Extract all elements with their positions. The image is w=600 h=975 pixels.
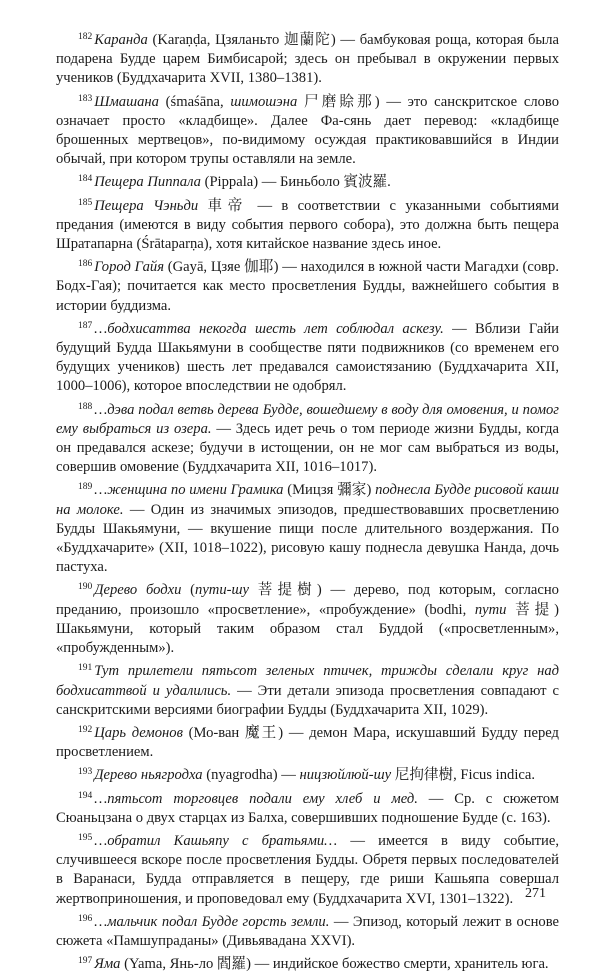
footnote-196 [56,910,559,951]
footnote-text: 車帝 — в соответствии с указанными событиями предания (имеются в виду события первого собора), это должна быть пещера Шратапарна (Śrātaparṇa), хотя китайское название здесь иное. [56,197,559,253]
footnote-191 [56,659,559,720]
footnote-text: 菩提樹) — дерево, под которым, согласно преданию, произошло «просветление», «пробуждение» (bodhi, [56,582,559,618]
footnote-190 [56,578,559,658]
footnote-italic-text: Город Гайя [94,259,164,276]
footnote-194 [56,787,559,828]
page-number: 271 [525,886,546,901]
footnote-number: 194 [78,790,93,801]
footnote-italic-text: …бодхисаттва некогда шесть лет соблюдал аскезу. [94,320,444,337]
footnote-number: 187 [78,320,93,331]
footnote-number: 191 [78,663,93,674]
footnote-195 [56,829,559,909]
footnote-text: — Эпизод, который лежит в основе сюжета «Памшупраданы» (Дивьявадана XXVI). [56,913,559,949]
footnote-italic-text: пути [474,601,507,618]
footnote-number: 182 [78,32,93,42]
footnote-183 [56,90,559,170]
footnote-186 [56,255,559,316]
footnote-number: 183 [78,93,93,104]
footnote-text: — Здесь идет речь о том периоде жизни Будды, когда он предавался аскезе; будучи в истощении, он не мог сам выбраться из воды, совершив омовение (Буддхачарита XII, 1016–1017). [56,420,559,476]
footnote-italic-text: Пещера Чэньди [94,197,199,214]
footnote-number: 195 [78,832,93,843]
footnote-italic-text: шимошэна [230,93,298,110]
footnote-text: (Мицзя 彌家) [283,482,376,499]
footnote-text: 尼拘律樹, Ficus indica. [391,767,535,784]
footnote-italic-text: Пещера Пиппала [94,174,201,191]
footnote-italic-text: Яма [94,956,121,973]
footnote-number: 192 [78,724,93,735]
footnote-italic-text: Тут прилетели пятьсот зеленых птичек, трижды сделали круг над бодхисаттвой и удалились. [56,663,559,699]
footnote-text: (Мо-ван 魔王) — демон Мара, искушавший Будду перед просветлением. [56,724,559,761]
footnote-text: (nyagrodha) — [202,767,300,784]
footnote-number: 186 [78,259,93,270]
footnote-italic-text: …обратил Кашьяпу с братьями… [94,832,338,849]
footnote-italic-text: Царь демонов [94,724,183,741]
footnote-text: 尸磨賒那) — это санскритское слово означает просто «кладбище». Далее Фа-сянь дает перевод: «кладбище брошенных мертвецов», по-видимому осуждая практиковавшийся в Индии обычай, при котором трупы оставляли на земле. [56,93,559,168]
footnote-italic-text: …женщина по имени Грамика [94,482,284,499]
footnote-number: 190 [78,582,93,593]
footnote-187 [56,317,559,397]
footnote-197 [56,952,559,974]
footnote-text: 菩提) Шакьямуни, который таким образом стал Буддой («просветленным», «пробужденным»). [56,601,559,657]
footnote-italic-text: ницзюйлюй-шу [299,767,392,784]
footnote-193 [56,763,559,785]
footnotes-list [56,28,559,975]
footnote-italic-text: Дерево бодхи [94,582,182,599]
footnote-text: — Эти детали эпизода просветления совпадают с санскритскими версиями биографии Будды (Буддхачарита XII, 1029). [56,682,559,718]
footnote-italic-text: Дерево ньягродха [94,767,203,784]
footnote-number: 185 [78,197,93,208]
footnote-italic-text: Шмашана [94,93,159,110]
footnote-189 [56,478,559,577]
footnote-185 [56,194,559,255]
footnote-text: — имеется в виду событие, случившееся вскоре после просветления Будды. Обретя первых последователей в Варанаси, Будда отправляется в пещеру, где риши Кашьяпа совершал жертвоприношения, и проповедовал ему (Буддхачарита XVI, 1301–1322). [56,832,559,907]
footnote-italic-text: пути-шу [195,582,249,599]
footnote-number: 184 [78,174,93,185]
footnote-182 [56,28,559,89]
footnote-number: 193 [78,767,93,778]
footnote-number: 196 [78,913,93,924]
footnote-italic-text: …дэва подал ветвь дерева Будде, вошедшему в воду для омовения, и помог ему выбраться из озера. [56,401,559,437]
footnote-text: — Вблизи Гайи будущий Будда Шакьямуни в сообществе пяти подвижников (со временем его будущих учеников) шесть лет предавался самоистязанию (Буддхачарита XII, 1000–1006), которое впоследствии не одобрял. [56,320,559,395]
footnote-number: 188 [78,401,93,412]
footnote-number: 197 [78,956,93,967]
footnote-italic-text: поднесла Будде рисовой каши на молоке. [56,482,560,518]
footnote-text: (śmaśāna, [158,93,231,110]
footnote-text: (Gayā, Цзяе 伽耶) — находился в южной части Магадхи (совр. Бодх-Гая); почитается как место просветления Будды, важнейшего события в истории буддизма. [56,259,559,314]
footnote-italic-text: Каранда [94,32,148,48]
footnote-text: — Ср. с сюжетом Сюаньцзана о двух старцах из Балха, совершивших подношение Будде (с. 163). [56,790,559,826]
footnote-192 [56,721,559,762]
footnote-text: (Yama, Янь-ло 閻羅) — индийское божество смерти, хранитель юга. [120,956,549,973]
footnote-text: (Pippala) — Биньболо 賓波羅. [200,174,391,191]
footnote-italic-text: …мальчик подал Будде горсть земли. [94,913,330,930]
footnote-text: (Karaṇḍa, Цзяланьто 迦蘭陀) — бамбуковая роща, которая была подарена Будде царем Бимбисарой; здесь он пребывал в окружении первых учеников (Буддхачарита XVII, 1380–1381). [56,32,559,87]
footnote-184 [56,170,559,192]
footnote-188 [56,398,559,478]
footnote-text: ( [181,582,196,599]
footnote-italic-text: …пятьсот торговцев подали ему хлеб и мед. [94,790,418,807]
footnote-number: 189 [78,482,93,493]
footnote-text: — Один из значимых эпизодов, предшествовавших просветлению Будды Шакьямуни, — вкушение пищи после длительного воздержания. По «Буддхачарите» (XII, 1018–1022), рисовую кашу поднесла девушка Нанда, дочь пастуха. [56,501,560,576]
